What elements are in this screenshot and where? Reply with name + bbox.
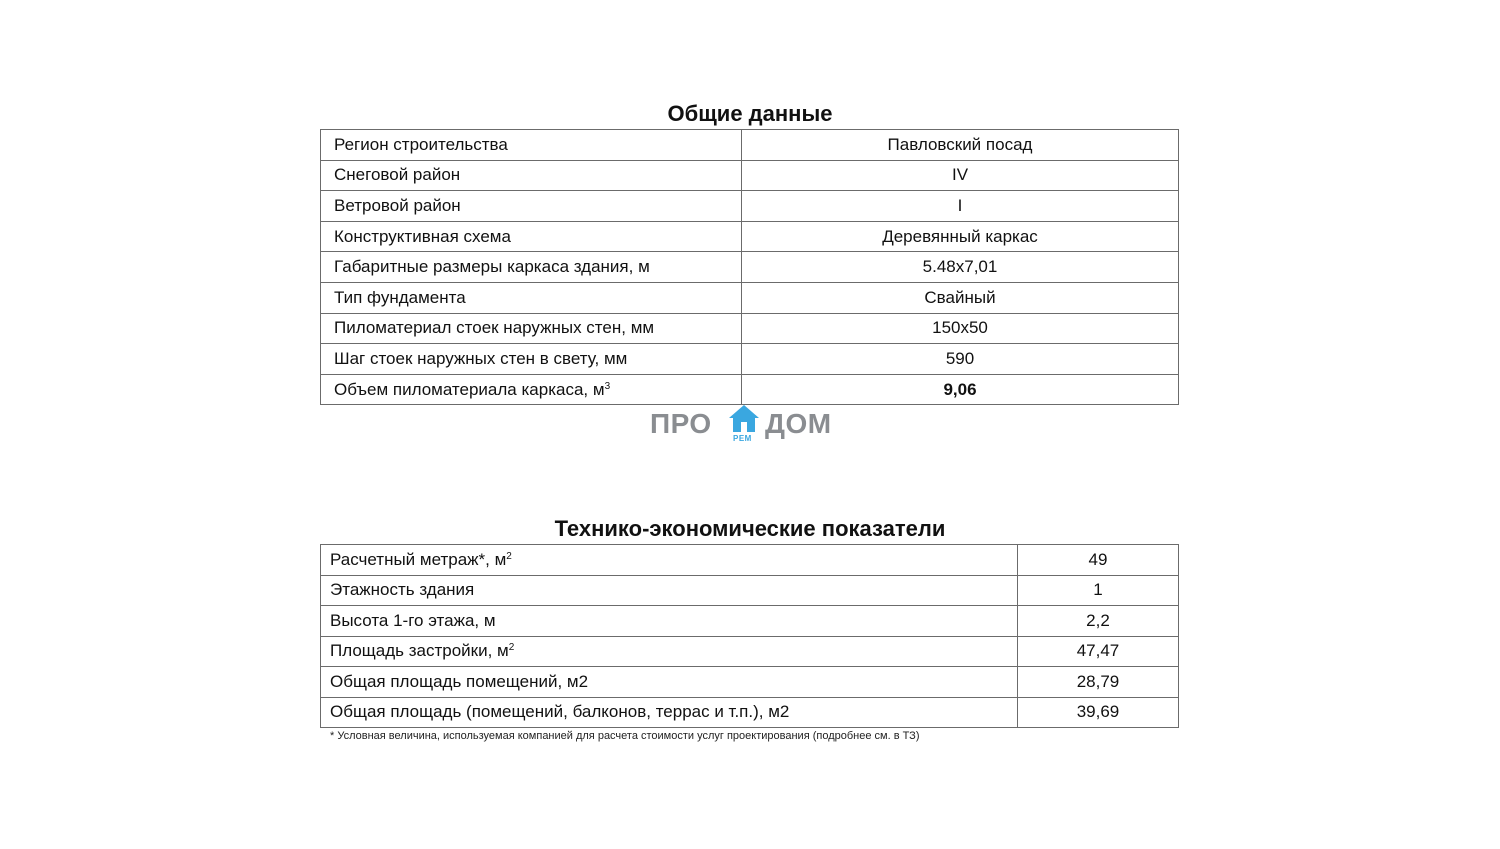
general-data-table	[320, 129, 1179, 405]
table-row	[321, 221, 1179, 252]
general-data-title: Общие данные	[667, 101, 833, 126]
row-value: Свайный	[742, 282, 1179, 313]
tep-title: Технико-экономические показатели	[554, 516, 946, 541]
row-label: Регион строительства	[321, 130, 742, 161]
row-value: I	[742, 191, 1179, 222]
table-row	[321, 636, 1179, 667]
row-label-with-unit	[321, 636, 1018, 667]
row-label: Габаритные размеры каркаса здания, м	[321, 252, 742, 283]
row-label: Общая площадь (помещений, балконов, террас и т.п.), м2	[321, 697, 1018, 728]
row-value: 590	[742, 344, 1179, 375]
row-value: 39,69	[1018, 697, 1179, 728]
row-value: 49	[1018, 545, 1179, 576]
unit-superscript: 2	[506, 550, 512, 562]
unit-superscript: 2	[508, 642, 515, 654]
table-row	[321, 191, 1179, 222]
table-row	[321, 545, 1179, 576]
row-label: Шаг стоек наружных стен в свету, мм	[321, 344, 742, 375]
table-row	[321, 160, 1179, 191]
row-label: Общая площадь помещений, м2	[321, 667, 1018, 698]
house-icon	[728, 404, 760, 434]
table-row	[321, 344, 1179, 375]
logo-subtext: РЕМ	[733, 434, 752, 443]
unit-superscript: 3	[604, 380, 611, 392]
row-value: 5.48х7,01	[742, 252, 1179, 283]
row-label: Высота 1-го этажа, м	[321, 606, 1018, 637]
row-label: Снеговой район	[321, 160, 742, 191]
prodom-logo	[650, 404, 850, 446]
row-value: IV	[742, 160, 1179, 191]
footnote: * Условная величина, используемая компанией для расчета стоимости услуг проектирования (подробнее см. в ТЗ)	[330, 730, 920, 742]
row-value: 150х50	[742, 313, 1179, 344]
row-value: 28,79	[1018, 667, 1179, 698]
row-label-with-unit	[321, 374, 742, 405]
row-label-with-unit	[321, 545, 1018, 576]
row-label: Тип фундамента	[321, 282, 742, 313]
row-label: Этажность здания	[321, 575, 1018, 606]
row-value: 2,2	[1018, 606, 1179, 637]
logo-text-right: ДОМ	[765, 408, 832, 439]
row-label: Конструктивная схема	[321, 221, 742, 252]
table-row	[321, 575, 1179, 606]
row-value: 1	[1018, 575, 1179, 606]
table-row	[321, 282, 1179, 313]
table-row	[321, 374, 1179, 405]
row-value: 47,47	[1018, 636, 1179, 667]
row-value: Павловский посад	[742, 130, 1179, 161]
tep-table	[320, 544, 1179, 728]
table-row	[321, 130, 1179, 161]
row-value: 9,06	[742, 374, 1179, 405]
row-label-text: Объем пиломатериала каркаса, м	[334, 379, 605, 399]
table-row	[321, 313, 1179, 344]
row-label-text: Площадь застройки, м	[330, 641, 509, 661]
table-row	[321, 252, 1179, 283]
row-label-text: Расчетный метраж*, м	[330, 549, 507, 569]
row-label: Ветровой район	[321, 191, 742, 222]
table-row	[321, 667, 1179, 698]
row-value: Деревянный каркас	[742, 221, 1179, 252]
row-label: Пиломатериал стоек наружных стен, мм	[321, 313, 742, 344]
table-row	[321, 697, 1179, 728]
logo-text-left: ПРО	[650, 408, 712, 439]
table-row	[321, 606, 1179, 637]
